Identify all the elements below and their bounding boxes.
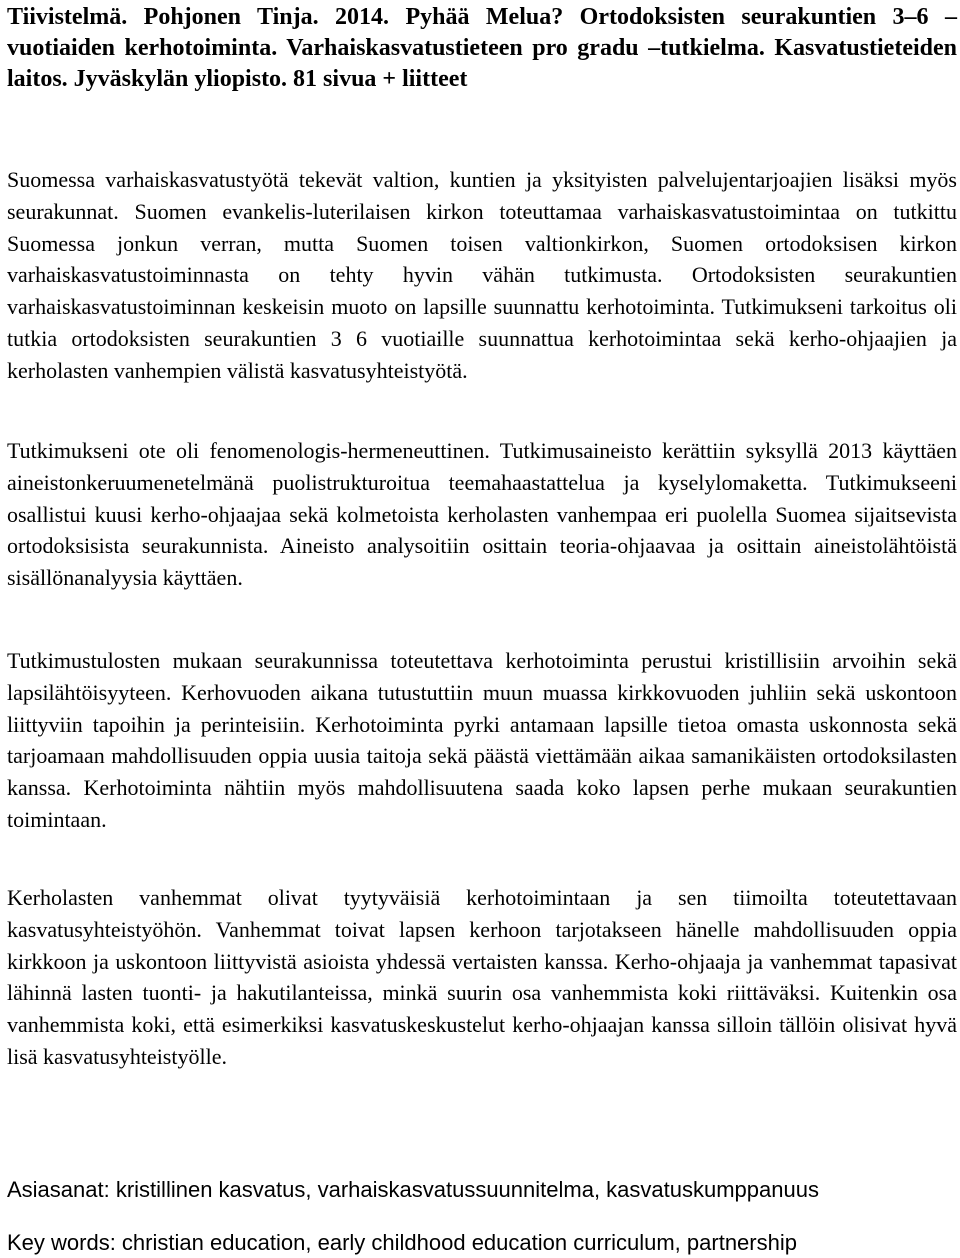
keywords-finnish: Asiasanat: kristillinen kasvatus, varhaiskasvatussuunnitelma, kasvatuskumppanuus [7,1177,819,1202]
abstract-paragraph-2: Tutkimukseni ote oli fenomenologis-hermeneuttinen. Tutkimusaineisto kerättiin syksyllä 2013 käyttäen aineistonkeruumenetelmänä puolistrukturoitua teemahaastattelua ja kyselylomaketta. Tutkimukseeni osallistui kuusi kerho-ohjaajaa sekä kolmetoista kerholasten vanhempaa eri puolella Suomea sijaitsevista ortodoksisista seurakunnista. Aineisto analysoitiin osittain teoria-ohjaavaa ja osittain aineistolähtöistä sisällönanalyysia käyttäen. [7,438,957,591]
keywords-english: Key words: christian education, early childhood education curriculum, partnership [7,1230,797,1255]
abstract-paragraph-3: Tutkimustulosten mukaan seurakunnissa toteutettava kerhotoiminta perustui kristillisiin arvoihin sekä lapsilähtöisyyteen. Kerhovuoden aikana tutustuttiin muun muassa kirkkovuoden juhliin sekä uskontoon liittyviin tapoihin ja perinteisiin. Kerhotoiminta pyrki antamaan lapsille tietoa omasta uskonnosta sekä tarjoamaan mahdollisuuden oppia uusia taitoja sekä päästä viettämään aikaa samanikäisten ortodoksilasten kanssa. Kerhotoiminta nähtiin myös mahdollisuutena saada koko lapsen perhe mukaan seurakuntien toimintaan. [7,648,957,832]
citation-header [7,2,957,95]
abstract-paragraph-4: Kerholasten vanhemmat olivat tyytyväisiä kerhotoimintaan ja sen tiimoilta toteutettavaan kasvatusyhteistyöhön. Vanhemmat toivat lapsen kerhoon tarjotakseen hänelle mahdollisuuden oppia kirkkoon ja uskontoon liittyvistä asioista yhdessä vertaisten kanssa. Kerho-ohjaaja ja vanhemmat tapasivat lähinnä lasten tuonti- ja hakutilanteissa, minkä suurin osa vanhemmista koki riittäväksi. Kuitenkin osa vanhemmista koki, että esimerkiksi kasvatuskeskustelut kerho-ohjaajan kanssa silloin tällöin olisivat hyvä lisä kasvatusyhteistyölle. [7,885,957,1069]
abstract-paragraph-1: Suomessa varhaiskasvatustyötä tekevät valtion, kuntien ja yksityisten palvelujentarjoajien lisäksi myös seurakunnat. Suomen evankelis-luterilaisen kirkon toteuttamaa varhaiskasvatustoimintaa on tutkittu Suomessa jonkun verran, mutta Suomen toisen valtionkirkon, Suomen ortodoksisen kirkon varhaiskasvatustoiminnasta on tehty hyvin vähän tutkimusta. Ortodoksisten seurakuntien varhaiskasvatustoiminnan keskeisin muoto on lapsille suunnattu kerhotoiminta. Tutkimukseni tarkoitus oli tutkia ortodoksisten seurakuntien 3 6 vuotiaille suunnattua kerhotoimintaa sekä kerho-ohjaajien ja kerholasten vanhempien välistä kasvatusyhteistyötä. [7,167,957,383]
citation-text: Tiivistelmä. Pohjonen Tinja. 2014. Pyhää Melua? Ortodoksisten seurakuntien 3–6 –vuotiaiden kerhotoiminta. Varhaiskasvatustieteen pro gradu –tutkielma. Kasvatustieteiden laitos. Jyväskylän yliopisto. 81 sivua + liitteet [7,4,957,92]
